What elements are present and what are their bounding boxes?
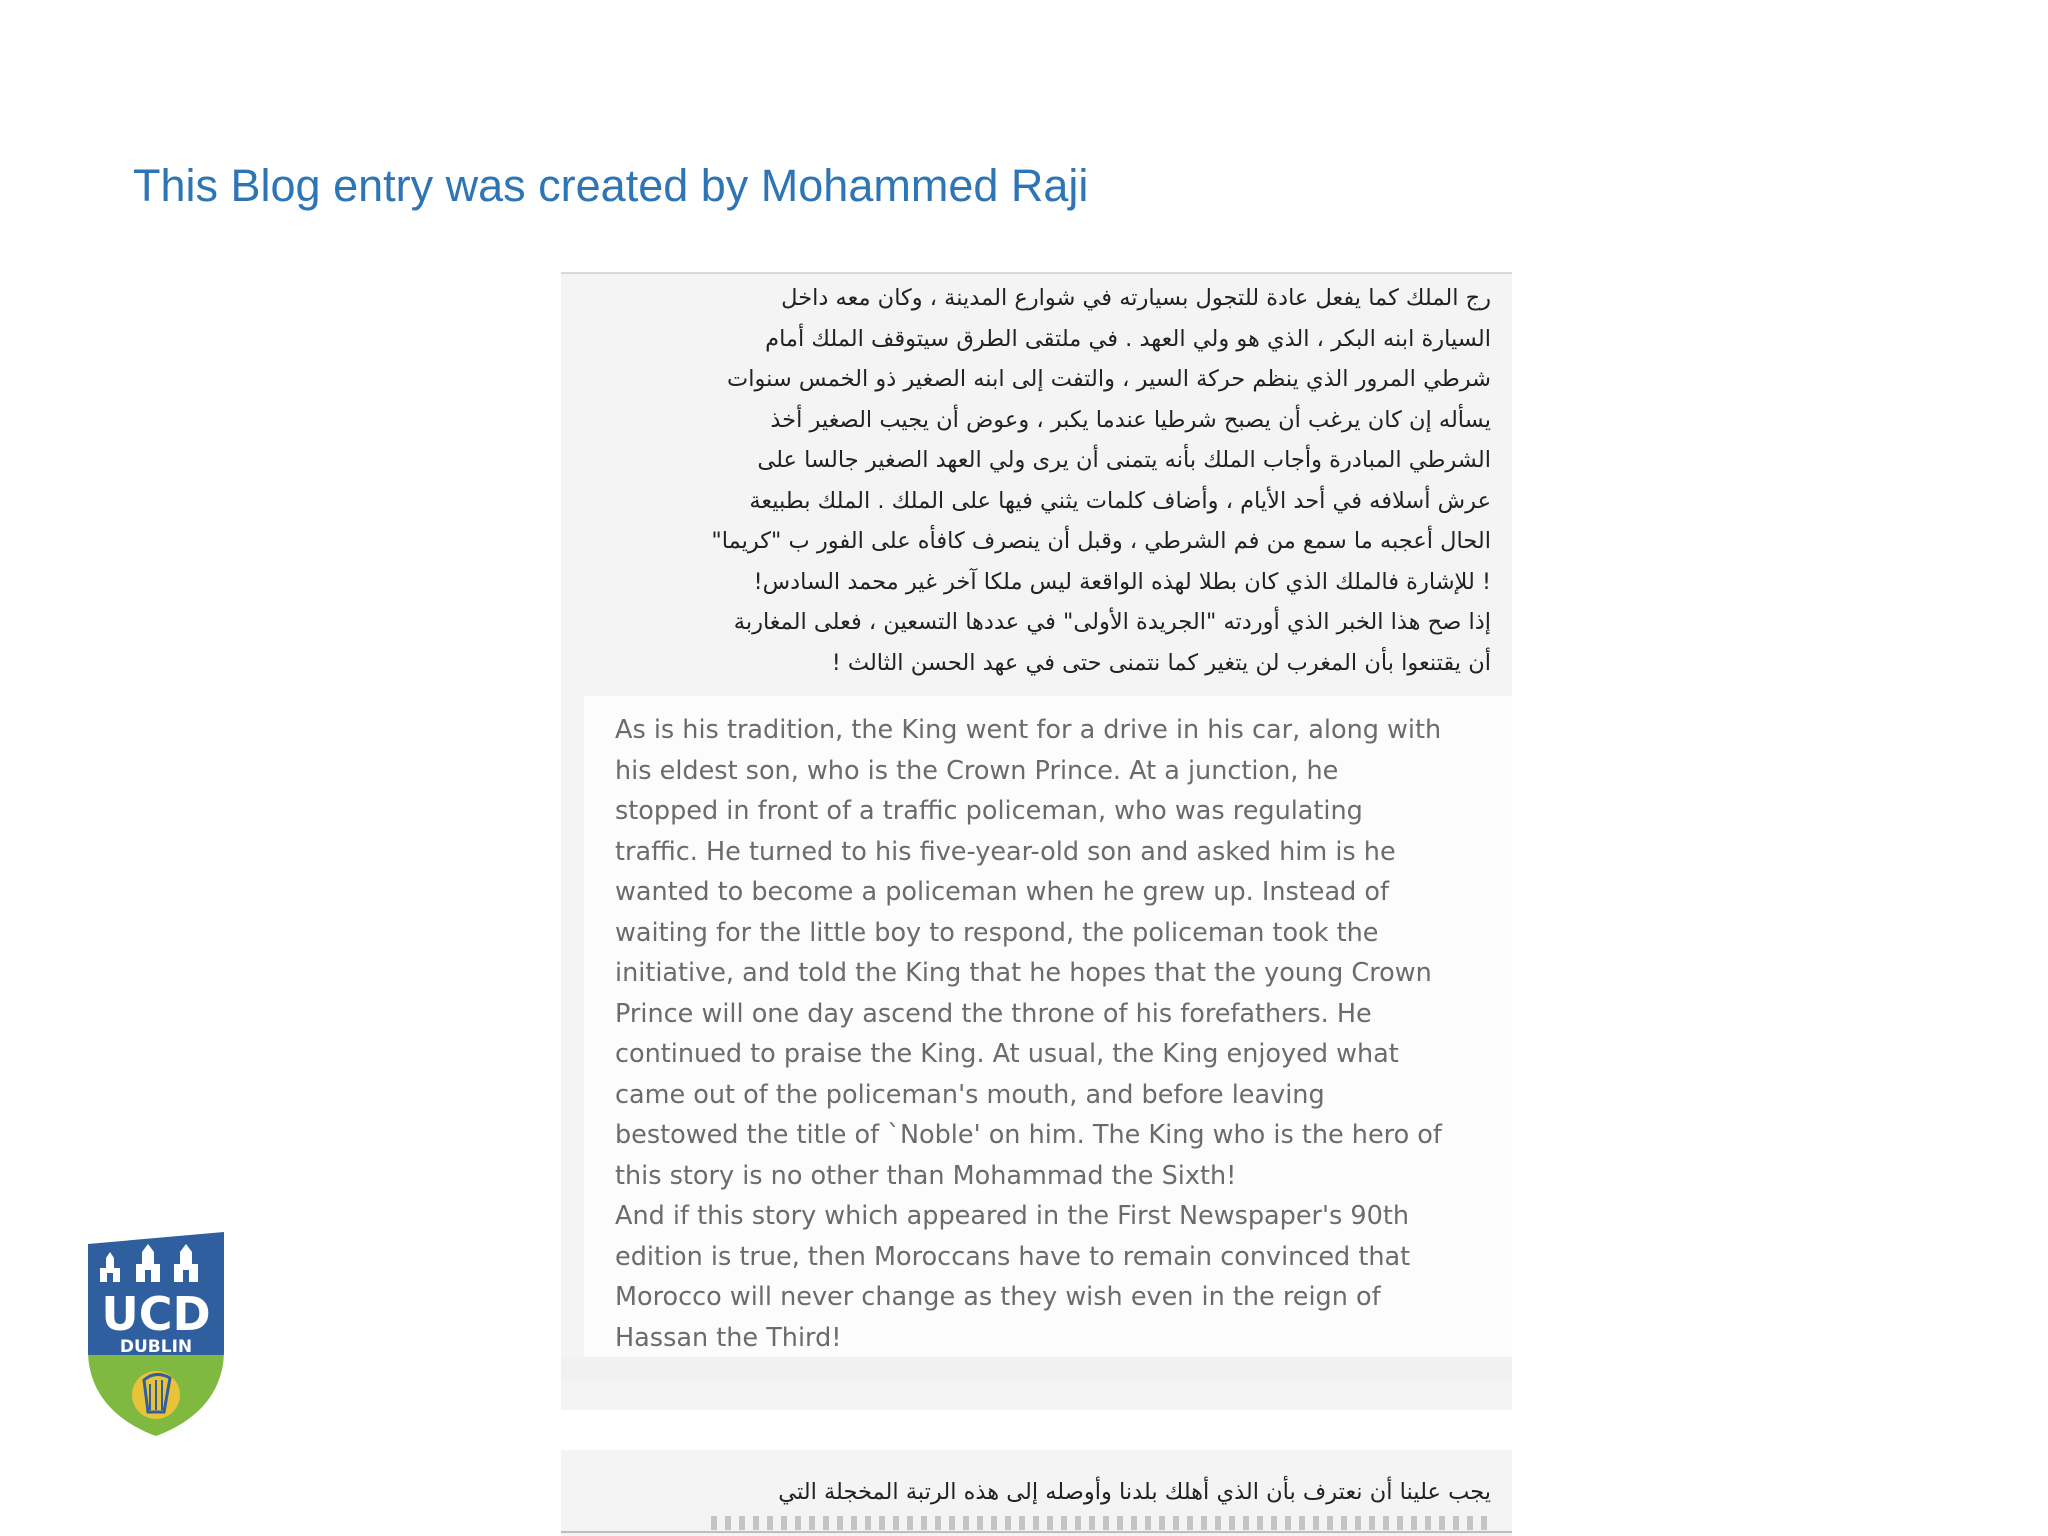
english-translation-text <box>615 696 1512 1358</box>
english-line: Hassan the Third! <box>615 1322 842 1353</box>
arabic-line: إذا صح هذا الخبر الذي أوردته "الجريدة الأولى" في عددها التسعين ، فعلى المغاربة <box>733 609 1491 635</box>
english-line: continued to praise the King. At usual, the King enjoyed what <box>615 1039 1399 1069</box>
logo-dublin-text: DUBLIN <box>119 1337 193 1357</box>
slide-title: This Blog entry was created by Mohammed Raji <box>133 160 1089 211</box>
english-line: As is his tradition, the King went for a drive in his car, along with <box>615 715 1442 745</box>
blog-entry-screenshot <box>561 272 1512 1410</box>
english-line: wanted to become a policeman when he grew up. Instead of <box>615 877 1389 907</box>
english-line: waiting for the little boy to respond, the policeman took the <box>615 917 1379 948</box>
arabic-line: يسأله إن كان يرغب أن يصبح شرطيا عندما يكبر ، وعوض أن يجيب الصغير أخذ <box>770 406 1491 433</box>
bottom-rule <box>561 1531 1512 1533</box>
english-line: traffic. He turned to his five-year-old son and asked him is he <box>615 836 1396 867</box>
arabic-line: الحال أعجبه ما سمع من فم الشرطي ، وقبل أن ينصرف كافأه على الفور ب "كريما" <box>711 528 1491 554</box>
english-line: initiative, and told the King that he hopes that the young Crown <box>615 958 1432 988</box>
english-line: bestowed the title of `Noble' on him. The King who is the hero of <box>615 1120 1442 1150</box>
logo-ucd-text: UCD <box>101 1287 211 1341</box>
english-line: his eldest son, who is the Crown Prince. At a junction, he <box>615 755 1339 786</box>
harp-icon <box>132 1371 180 1419</box>
next-entry-arabic-line: يجب علينا أن نعترف بأن الذي أهلك بلدنا وأوصله إلى هذه الرتبة المخجلة التي <box>778 1479 1491 1505</box>
next-blog-entry-screenshot <box>561 1450 1512 1536</box>
english-line: stopped in front of a traffic policeman, who was regulating <box>615 796 1363 826</box>
english-line: Morocco will never change as they wish even in the reign of <box>615 1282 1381 1312</box>
ucd-dublin-logo <box>84 1230 228 1438</box>
english-line: Prince will one day ascend the throne of his forefathers. He <box>615 998 1372 1029</box>
cropped-text-line <box>711 1516 1491 1530</box>
frame-bottom-band <box>561 1357 1512 1381</box>
arabic-line: عرش أسلافه في أحد الأيام ، وأضاف كلمات يثني فيها على الملك . الملك بطبيعة <box>749 487 1491 514</box>
arabic-line: شرطي المرور الذي ينظم حركة السير ، والتفت إلى ابنه الصغير ذو الخمس سنوات <box>727 366 1491 392</box>
arabic-line: الشرطي المبادرة وأجاب الملك بأنه يتمنى أن يرى ولي العهد الصغير جالسا على <box>757 447 1491 473</box>
english-line: this story is no other than Mohammad the Sixth! <box>615 1160 1237 1191</box>
arabic-line: ! للإشارة فالملك الذي كان بطلا لهذه الواقعة ليس ملكا آخر غير محمد السادس! <box>753 568 1491 595</box>
arabic-line: أن يقتنعوا بأن المغرب لن يتغير كما نتمنى حتى في عهد الحسن الثالث ! <box>831 649 1491 676</box>
english-line: edition is true, then Moroccans have to remain convinced that <box>615 1241 1411 1272</box>
arabic-blog-text <box>561 274 1512 694</box>
english-translation-box <box>584 696 1512 1357</box>
english-line: came out of the policeman's mouth, and before leaving <box>615 1079 1325 1110</box>
arabic-line: السيارة ابنه البكر ، الذي هو ولي العهد . في ملتقى الطرق سيتوقف الملك أمام <box>765 325 1491 352</box>
english-line: And if this story which appeared in the First Newspaper's 90th <box>615 1201 1410 1231</box>
arabic-line: رج الملك كما يفعل عادة للتجول بسيارته في شوارع المدينة ، وكان معه داخل <box>781 285 1491 311</box>
